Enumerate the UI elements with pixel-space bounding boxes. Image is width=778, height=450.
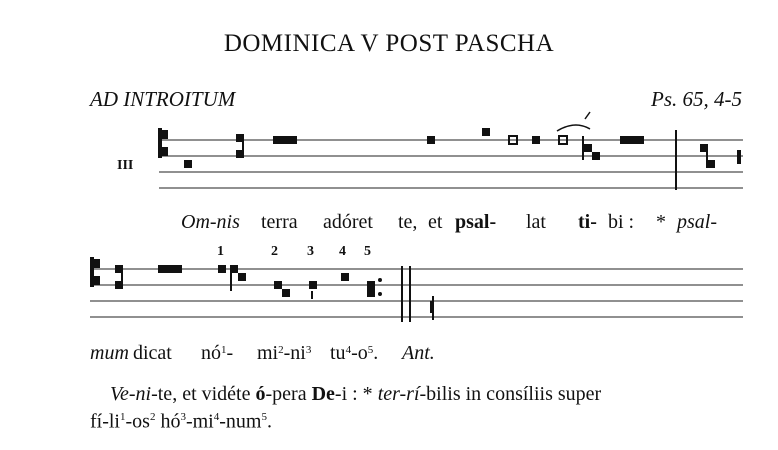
neume-stem (432, 296, 434, 320)
psalm-reference: Ps. 65, 4-5 (651, 87, 742, 111)
neumes-staff-2 (115, 265, 434, 322)
mora-dot (378, 292, 382, 296)
neume (628, 136, 636, 144)
neume (636, 136, 644, 144)
marker-4: 4 (339, 244, 346, 259)
neume (367, 281, 375, 289)
neume (289, 136, 297, 144)
marker-2: 2 (271, 244, 278, 259)
lyric-syllable: bi : (608, 211, 635, 233)
neume (427, 136, 435, 144)
mora-dot (378, 278, 382, 282)
neume (158, 265, 166, 273)
neume (584, 144, 592, 152)
section-label: AD INTROITUM (90, 87, 236, 111)
marker-5: 5 (364, 244, 371, 259)
neume-stem (230, 265, 232, 291)
neume (184, 160, 192, 168)
accent-mark (585, 112, 590, 119)
neume (273, 136, 281, 144)
double-bar (401, 266, 403, 322)
slur-mark (557, 125, 590, 131)
psalm-verse: Ve-ni-te, et vidéte ó-pera De-i : * ter-rí-bilis in consíliis super $fí-li^1-os^2$ $hó^3-mi^4-num^5$. (90, 383, 602, 433)
neume-stem (242, 134, 244, 158)
neume (592, 152, 600, 160)
lyric-syllable: terra (261, 211, 298, 233)
neume (166, 265, 174, 273)
neume (341, 273, 349, 281)
neume-stem (311, 291, 313, 299)
neume-stem (582, 136, 584, 160)
page-title: DOMINICA V POST PASCHA (223, 30, 555, 57)
antiphon-label: Ant. (402, 342, 435, 364)
mode-label: III (117, 158, 134, 173)
lyric-syllable: * (656, 211, 666, 233)
marker-1: 1 (217, 244, 224, 259)
neume (281, 136, 289, 144)
staff-2 (90, 269, 743, 317)
lyric-syllable: te, (398, 211, 418, 233)
neume (309, 281, 317, 289)
bar-line (675, 130, 677, 190)
lyric-syllable: psal- (677, 211, 717, 233)
lyric-syllable: et (428, 211, 443, 233)
clef-icon (90, 257, 100, 287)
neume (707, 160, 715, 168)
neume (532, 136, 540, 144)
lyric-syllable: $tu^4-o^5$. (330, 342, 379, 364)
clef-icon (158, 128, 168, 158)
double-bar (409, 266, 411, 322)
lyric-syllable: lat (526, 211, 546, 233)
staff-1 (159, 140, 743, 188)
lyric-syllable: adóret (323, 211, 373, 233)
neume (367, 289, 375, 297)
neume (274, 281, 282, 289)
lyric-syllable: ti- (578, 211, 597, 233)
neume (282, 289, 290, 297)
lyric-syllable: $mi^2-ni^3$ (257, 342, 312, 364)
neumes-staff-1 (184, 128, 741, 190)
lyric-syllable: $nó^1-$ (201, 342, 234, 364)
neume (482, 128, 490, 136)
lyric-syllable: dicat (133, 342, 172, 364)
neume (174, 265, 182, 273)
lyric-syllable: Om-nis (181, 211, 240, 233)
lyric-syllable: mum (90, 342, 129, 364)
marker-3: 3 (307, 244, 314, 259)
neume-stem (121, 265, 123, 289)
neume (238, 273, 246, 281)
neume-stem (706, 144, 708, 168)
lyric-syllable: psal- (455, 211, 497, 233)
custos (737, 150, 741, 164)
neume (218, 265, 226, 273)
neume (620, 136, 628, 144)
